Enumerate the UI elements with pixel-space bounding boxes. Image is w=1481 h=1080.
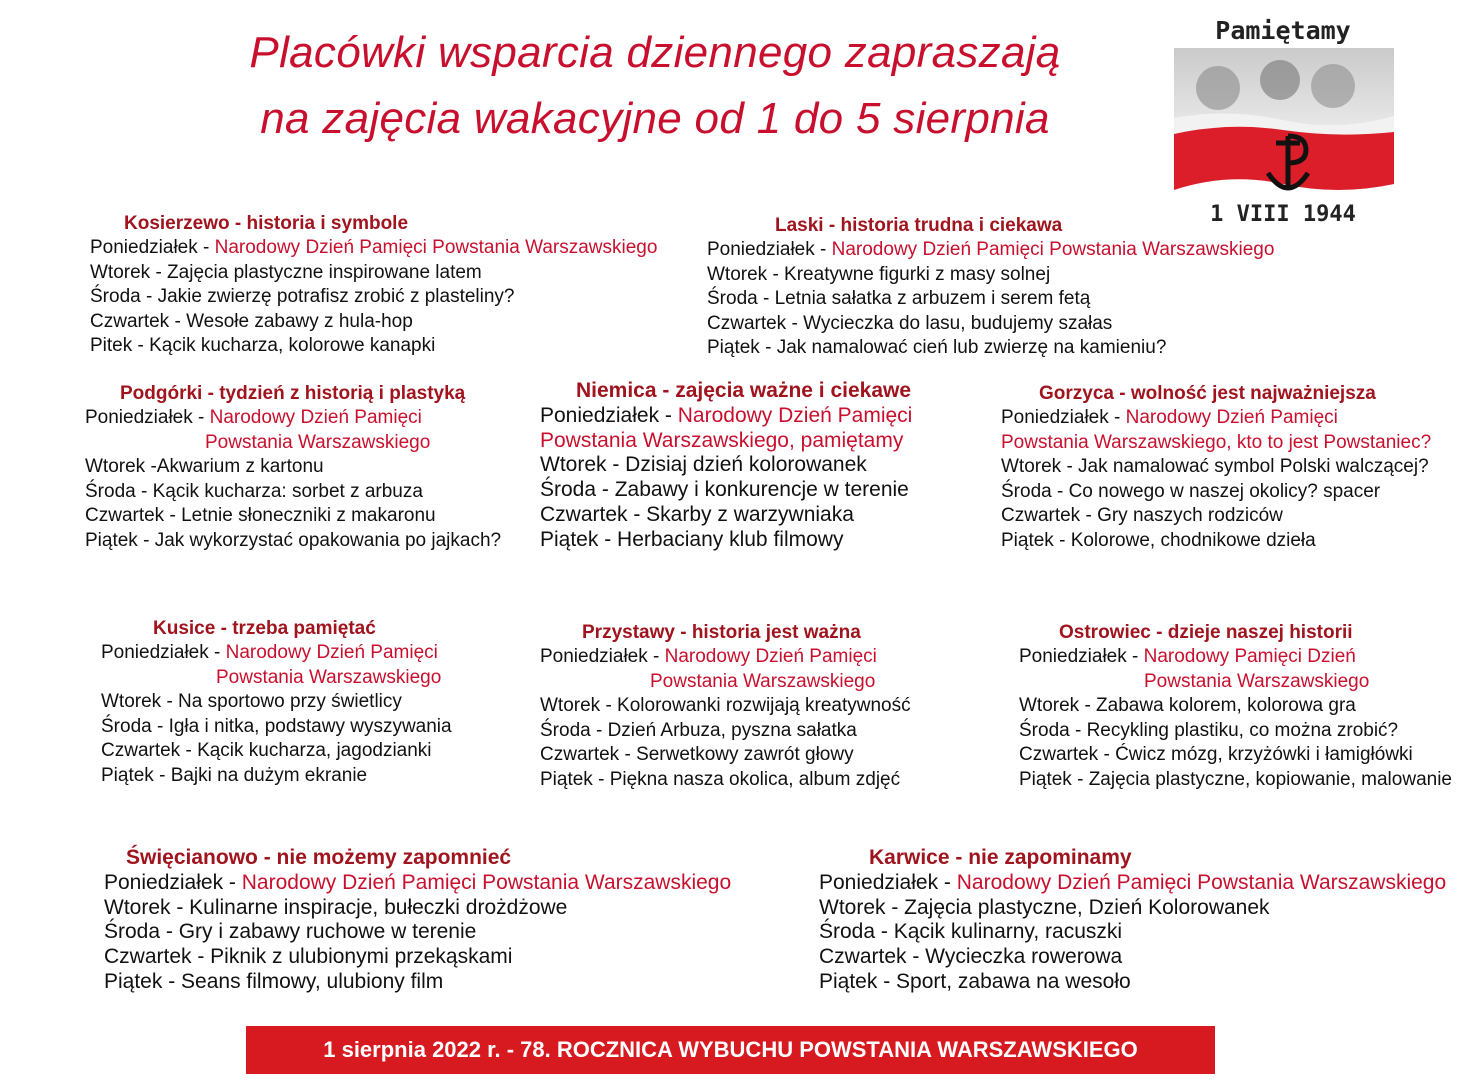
monday-row: Poniedziałek - Narodowy Dzień Pamięci	[1001, 407, 1338, 428]
thursday-row: Czwartek - Ćwicz mózg, krzyżówki i łamigłówki	[1019, 744, 1413, 766]
thursday-row: Czwartek - Wycieczka do lasu, budujemy szałas	[707, 312, 1113, 334]
section-heading: Gorzyca - wolność jest najważniejsza	[1039, 383, 1376, 404]
monday-row: Poniedziałek - Narodowy Pamięci Dzień	[1019, 646, 1356, 667]
friday-row: Piątek - Sport, zabawa na wesoło	[819, 969, 1131, 993]
friday-row: Pitek - Kącik kucharza, kolorowe kanapki	[90, 335, 436, 357]
section-karwice	[819, 845, 1446, 995]
friday-row: Piątek - Herbaciany klub filmowy	[540, 527, 844, 551]
wednesday-row: Środa - Kącik kucharza: sorbet z arbuza	[85, 480, 423, 502]
section-swiecianowo	[104, 845, 731, 995]
monday-event-cont: Powstania Warszawskiego	[205, 431, 431, 453]
thursday-row: Czwartek - Gry naszych rodziców	[1001, 505, 1283, 527]
monday-event: Narodowy Dzień Pamięci Powstania Warszawskiego	[956, 871, 1447, 894]
thursday-row: Czwartek - Skarby z warzywniaka	[540, 502, 854, 526]
section-heading: Karwice - nie zapominamy	[869, 846, 1132, 869]
tuesday-row: Wtorek - Na sportowo przy świetlicy	[101, 691, 402, 713]
tuesday-row: Wtorek - Dzisiaj dzień kolorowanek	[540, 453, 867, 477]
badge-caption-bottom: 1 VIII 1944	[1210, 202, 1356, 227]
title-line-2: na zajęcia wakacyjne od 1 do 5 sierpnia	[260, 94, 1050, 143]
wednesday-row: Środa - Kącik kulinarny, racuszki	[819, 920, 1123, 944]
badge-caption-top: Pamiętamy	[1215, 16, 1351, 45]
thursday-row: Czwartek - Wesołe zabawy z hula-hop	[90, 310, 413, 332]
friday-row: Piątek - Kolorowe, chodnikowe dzieła	[1001, 529, 1316, 551]
monday-event-cont: Powstania Warszawskiego, kto to jest Powstaniec?	[1001, 431, 1432, 453]
pamietamy-badge	[1168, 8, 1398, 236]
section-kosierzewo	[90, 212, 657, 359]
section-heading: Podgórki - tydzień z historią i plastyką	[120, 383, 466, 404]
monday-event-cont: Powstania Warszawskiego	[650, 670, 876, 692]
friday-row: Piątek - Zajęcia plastyczne, kopiowanie, malowanie	[1019, 768, 1452, 790]
monday-row: Poniedziałek - Narodowy Dzień Pamięci	[540, 646, 877, 667]
monday-row: Poniedziałek - Narodowy Dzień Pamięci Powstania Warszawskiego	[104, 871, 732, 894]
thursday-row: Czwartek - Wycieczka rowerowa	[819, 945, 1123, 969]
wednesday-row: Środa - Co nowego w naszej okolicy? spacer	[1001, 480, 1381, 502]
monday-row: Poniedziałek - Narodowy Dzień Pamięci	[101, 642, 438, 663]
monday-event-cont: Powstania Warszawskiego	[1144, 670, 1370, 692]
friday-row: Piątek - Jak wykorzystać opakowania po jajkach?	[85, 529, 502, 551]
section-gorzyca	[1001, 382, 1431, 554]
wednesday-row: Środa - Igła i nitka, podstawy wyszywania	[101, 715, 452, 737]
section-przystawy	[540, 621, 911, 793]
section-heading: Niemica - zajęcia ważne i ciekawe	[576, 379, 912, 402]
section-podgorki	[85, 382, 501, 554]
section-heading: Kosierzewo - historia i symbole	[124, 213, 409, 234]
wednesday-row: Środa - Jakie zwierzę potrafisz zrobić z plasteliny?	[90, 286, 515, 308]
thursday-row: Czwartek - Letnie słoneczniki z makaronu	[85, 505, 436, 527]
friday-row: Piątek - Jak namalować cień lub zwierzę na kamieniu?	[707, 337, 1167, 359]
friday-row: Piątek - Piękna nasza okolica, album zdjęć	[540, 768, 901, 790]
monday-event: Narodowy Pamięci Dzień	[1143, 646, 1356, 667]
wednesday-row: Środa - Gry i zabawy ruchowe w terenie	[104, 920, 477, 944]
tuesday-row: Wtorek - Kreatywne figurki z masy solnej	[707, 263, 1051, 285]
section-heading: Święcianowo - nie możemy zapomnieć	[126, 846, 512, 869]
tuesday-row: Wtorek - Zajęcia plastyczne, Dzień Kolorowanek	[819, 895, 1270, 919]
anniversary-banner: 1 sierpnia 2022 r. - 78. ROCZNICA WYBUCHU POWSTANIA WARSZAWSKIEGO	[246, 1026, 1215, 1074]
tuesday-row: Wtorek - Zajęcia plastyczne inspirowane latem	[90, 261, 482, 283]
monday-event-cont: Powstania Warszawskiego	[216, 666, 442, 688]
monday-row: Poniedziałek - Narodowy Dzień Pamięci	[85, 407, 422, 428]
monday-row: Poniedziałek - Narodowy Dzień Pamięci	[540, 404, 913, 427]
monday-event: Narodowy Dzień Pamięci	[664, 646, 877, 667]
monday-event-cont: Powstania Warszawskiego, pamiętamy	[540, 428, 904, 452]
monday-event: Narodowy Dzień Pamięci Powstania Warszawskiego	[241, 871, 732, 894]
monday-row: Poniedziałek - Narodowy Dzień Pamięci Powstania Warszawskiego	[707, 239, 1275, 260]
tuesday-row: Wtorek - Zabawa kolorem, kolorowa gra	[1019, 695, 1356, 717]
thursday-row: Czwartek - Kącik kucharza, jagodzianki	[101, 740, 432, 762]
monday-event: Narodowy Dzień Pamięci	[225, 642, 438, 663]
monday-row: Poniedziałek - Narodowy Dzień Pamięci Powstania Warszawskiego	[90, 237, 658, 258]
monday-event: Narodowy Dzień Pamięci	[677, 404, 913, 427]
wednesday-row: Środa - Letnia sałatka z arbuzem i serem fetą	[707, 288, 1091, 310]
section-niemica	[540, 378, 912, 552]
thursday-row: Czwartek - Piknik z ulubionymi przekąskami	[104, 945, 513, 969]
title-line-1: Placówki wsparcia dziennego zapraszają	[249, 28, 1061, 77]
tuesday-row: Wtorek - Kulinarne inspiracje, bułeczki drożdżowe	[104, 895, 568, 919]
tuesday-row: Wtorek - Kolorowanki rozwijają kreatywność	[540, 695, 911, 717]
friday-row: Piątek - Seans filmowy, ulubiony film	[104, 969, 444, 993]
section-kusice	[101, 617, 452, 789]
thursday-row: Czwartek - Serwetkowy zawrót głowy	[540, 744, 854, 766]
monday-event: Narodowy Dzień Pamięci Powstania Warszawskiego	[831, 239, 1275, 260]
tuesday-row: Wtorek - Jak namalować symbol Polski walczącej?	[1001, 456, 1429, 478]
tuesday-row: Wtorek -Akwarium z kartonu	[85, 456, 324, 478]
section-laski	[707, 214, 1274, 361]
monday-row: Poniedziałek - Narodowy Dzień Pamięci Powstania Warszawskiego	[819, 871, 1447, 894]
section-heading: Kusice - trzeba pamiętać	[153, 618, 376, 639]
section-ostrowiec	[1019, 621, 1452, 793]
section-heading: Przystawy - historia jest ważna	[582, 622, 861, 643]
section-heading: Ostrowiec - dzieje naszej historii	[1059, 622, 1353, 643]
wednesday-row: Środa - Zabawy i konkurencje w terenie	[540, 478, 909, 502]
section-heading: Laski - historia trudna i ciekawa	[775, 215, 1063, 236]
monday-event: Narodowy Dzień Pamięci	[209, 407, 422, 428]
monday-event: Narodowy Dzień Pamięci	[1125, 407, 1338, 428]
wednesday-row: Środa - Dzień Arbuza, pyszna sałatka	[540, 719, 857, 741]
friday-row: Piątek - Bajki na dużym ekranie	[101, 764, 368, 786]
wednesday-row: Środa - Recykling plastiku, co można zrobić?	[1019, 719, 1399, 741]
monday-event: Narodowy Dzień Pamięci Powstania Warszawskiego	[214, 237, 658, 258]
